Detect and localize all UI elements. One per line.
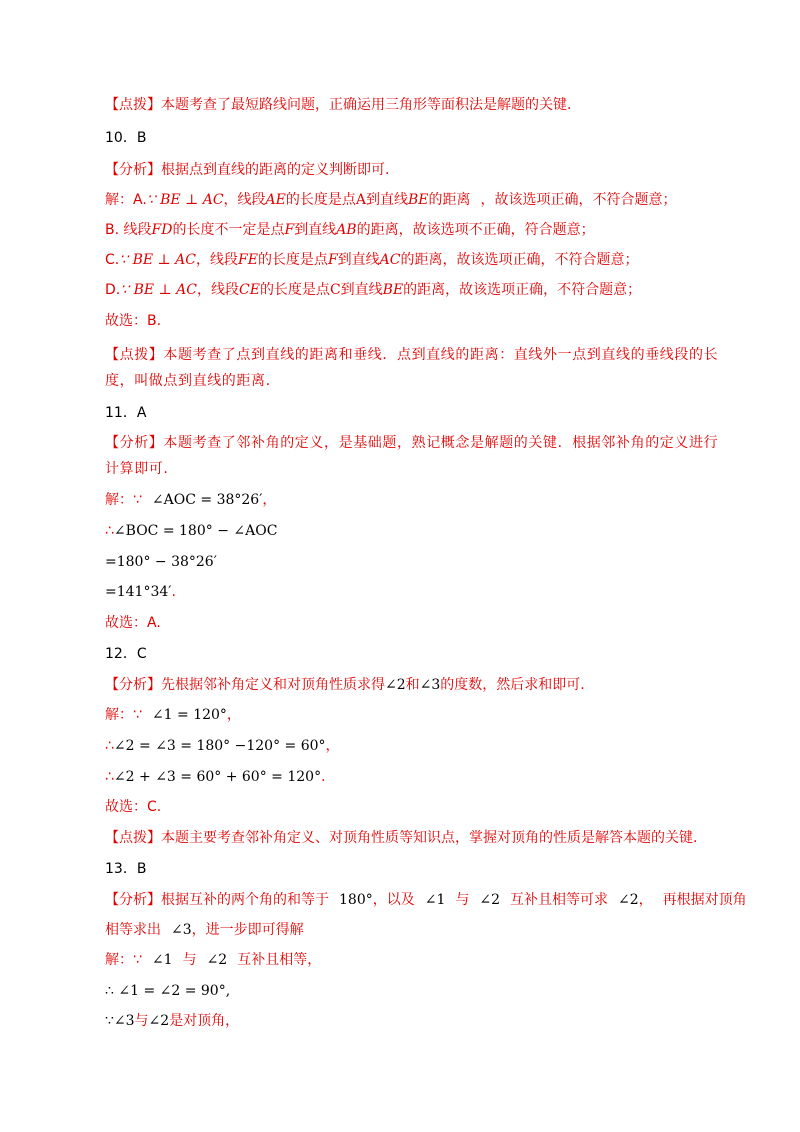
text: . — [171, 584, 176, 600]
therefore-symbol: ∴ — [105, 769, 114, 785]
math: ∵ BE ⊥ AC — [119, 252, 196, 268]
text: 的长度不一定是点 — [172, 222, 285, 238]
text: ，故该选项正确，不符合题意； — [480, 192, 677, 208]
text: 的长度是点 — [285, 192, 356, 208]
text: 与 — [134, 1013, 149, 1029]
solution-q10-d — [105, 280, 720, 300]
tip-q12: 【点拨】本题主要考查邻补角定义、对顶角性质等知识点，掌握对顶角的性质是解答本题的关键. — [105, 830, 698, 846]
text: 再根据对顶角 — [662, 892, 747, 908]
solution-q12-2 — [105, 736, 720, 756]
math: AE — [265, 192, 286, 208]
text: 解：A. — [105, 192, 147, 208]
answer-q12: 12．C — [105, 646, 147, 662]
math: =141°34′ — [105, 584, 172, 600]
math: ∠AOC = 38°26′ — [151, 492, 263, 508]
text: 的距离 — [428, 192, 471, 208]
math: ∵∠3 — [105, 1013, 135, 1029]
math: CE — [239, 282, 260, 298]
math: 180° — [339, 892, 373, 908]
choice-q12: 故选：C. — [105, 799, 162, 815]
solution-q13-2: ∴ ∠1 = ∠2 = 90°, — [105, 983, 231, 999]
math: ∠2 = ∠3 = 180° −120° = 60° — [113, 738, 326, 754]
math: ∠2 — [148, 1013, 170, 1029]
because-symbol: ∵ — [133, 492, 142, 508]
solution-q13-1 — [105, 950, 720, 970]
text: B. 线段 — [105, 222, 152, 238]
text: 的距离，故该选项不正确，符合题意； — [356, 222, 595, 238]
text: 的距离，故该选项正确，不符合题意； — [403, 282, 642, 298]
answer-q10: 10．B — [105, 130, 147, 146]
math: ∠BOC = 180° − ∠AOC — [113, 523, 278, 539]
text: 解： — [105, 492, 133, 508]
text: 相等求出 — [105, 922, 161, 938]
text: 的长度是点 — [259, 282, 330, 298]
math: BE — [408, 192, 429, 208]
math: A — [355, 192, 367, 208]
text: 到直线 — [337, 252, 380, 268]
text: 的度数，然后求和即可. — [440, 677, 585, 693]
text: ， — [325, 738, 340, 754]
math: ∠1 — [424, 892, 446, 908]
math: F — [284, 222, 295, 238]
solution-q10-b — [105, 220, 720, 240]
math: AB — [336, 222, 357, 238]
analysis-q10: 【分析】根据点到直线的距离的定义判断即可. — [105, 162, 390, 178]
solution-q12-3 — [105, 767, 720, 787]
text: 与 — [455, 892, 470, 908]
text: 【分析】先根据邻补角定义和对顶角性质求得 — [105, 677, 385, 693]
math: ∠1 — [151, 952, 173, 968]
text: ， — [262, 492, 277, 508]
therefore-symbol: ∴ — [105, 738, 114, 754]
answer-q11: 11．A — [105, 405, 147, 421]
tip-q10: 【点拨】本题考查了点到直线的距离和垂线．点到直线的距离：直线外一点到直线的垂线段的长度，叫做点到直线的距离. — [105, 347, 719, 389]
math: F — [327, 252, 338, 268]
math: ∠2 — [479, 892, 501, 908]
text: 到直线 — [294, 222, 337, 238]
text: ， — [638, 892, 653, 908]
analysis-q12 — [105, 675, 720, 695]
text: ， — [226, 707, 241, 723]
solution-q11-1 — [105, 490, 720, 510]
solution-q11-2 — [105, 521, 720, 541]
math: ∠1 = 120° — [151, 707, 227, 723]
math: ∠3 — [171, 922, 192, 938]
tip-q9: 【点拨】本题考查了最短路线问题，正确运用三角形等面积法是解题的关键. — [105, 97, 572, 113]
because-symbol: ∵ — [133, 952, 142, 968]
choice-q11: 故选：A. — [105, 615, 161, 631]
text: ，以及 — [372, 892, 415, 908]
text: 互补且相等可求 — [510, 892, 609, 908]
math: ∠2 — [385, 677, 406, 693]
math: ∠2 — [618, 892, 639, 908]
math: BE — [382, 282, 404, 298]
text: 到直线 — [340, 282, 383, 298]
text: 与 — [182, 952, 197, 968]
text: ，线段 — [197, 282, 239, 298]
solution-q13-3 — [105, 1011, 720, 1031]
math: AC — [379, 252, 401, 268]
math: C — [329, 282, 341, 298]
math: ∵ BE ⊥ AC — [120, 282, 197, 298]
text: 解： — [105, 707, 133, 723]
choice-q10: 故选：B. — [105, 313, 162, 329]
therefore-symbol: ∴ — [105, 523, 114, 539]
text: ，进一步即可得解 — [191, 922, 304, 938]
math: ∵ BE ⊥ AC — [146, 192, 224, 208]
solution-q10-c — [105, 250, 720, 270]
text: ，线段 — [196, 252, 238, 268]
math: ∠3 — [419, 677, 441, 693]
text: 是对顶角， — [169, 1013, 240, 1029]
solution-q10-a — [105, 190, 720, 210]
analysis-q13-1 — [105, 890, 747, 910]
text: . — [321, 769, 326, 785]
text: ，线段 — [223, 192, 266, 208]
text: 的长度是点 — [257, 252, 328, 268]
analysis-q13-2 — [105, 920, 720, 940]
text: 互补且相等， — [237, 952, 322, 968]
math: FE — [238, 252, 258, 268]
answer-q13: 13．B — [105, 861, 147, 877]
math: ∠2 — [206, 952, 228, 968]
solution-q12-1 — [105, 705, 720, 725]
text: C. — [105, 252, 120, 268]
math: FD — [151, 222, 173, 238]
text: 解： — [105, 952, 133, 968]
text: 的距离，故该选项正确，不符合题意； — [400, 252, 639, 268]
text: 【分析】根据互补的两个角的和等于 — [105, 892, 329, 908]
solution-q11-4 — [105, 582, 720, 602]
text: 到直线 — [366, 192, 409, 208]
analysis-q11: 【分析】本题考查了邻补角的定义，是基础题，熟记概念是解题的关键．根据邻补角的定义进行计算即可. — [105, 435, 719, 477]
math: ∠2 + ∠3 = 60° + 60° = 120° — [113, 769, 322, 785]
text: D. — [105, 282, 121, 298]
text: 和 — [405, 677, 420, 693]
solution-q11-3: =180° − 38°26′ — [105, 554, 217, 570]
because-symbol: ∵ — [133, 707, 142, 723]
